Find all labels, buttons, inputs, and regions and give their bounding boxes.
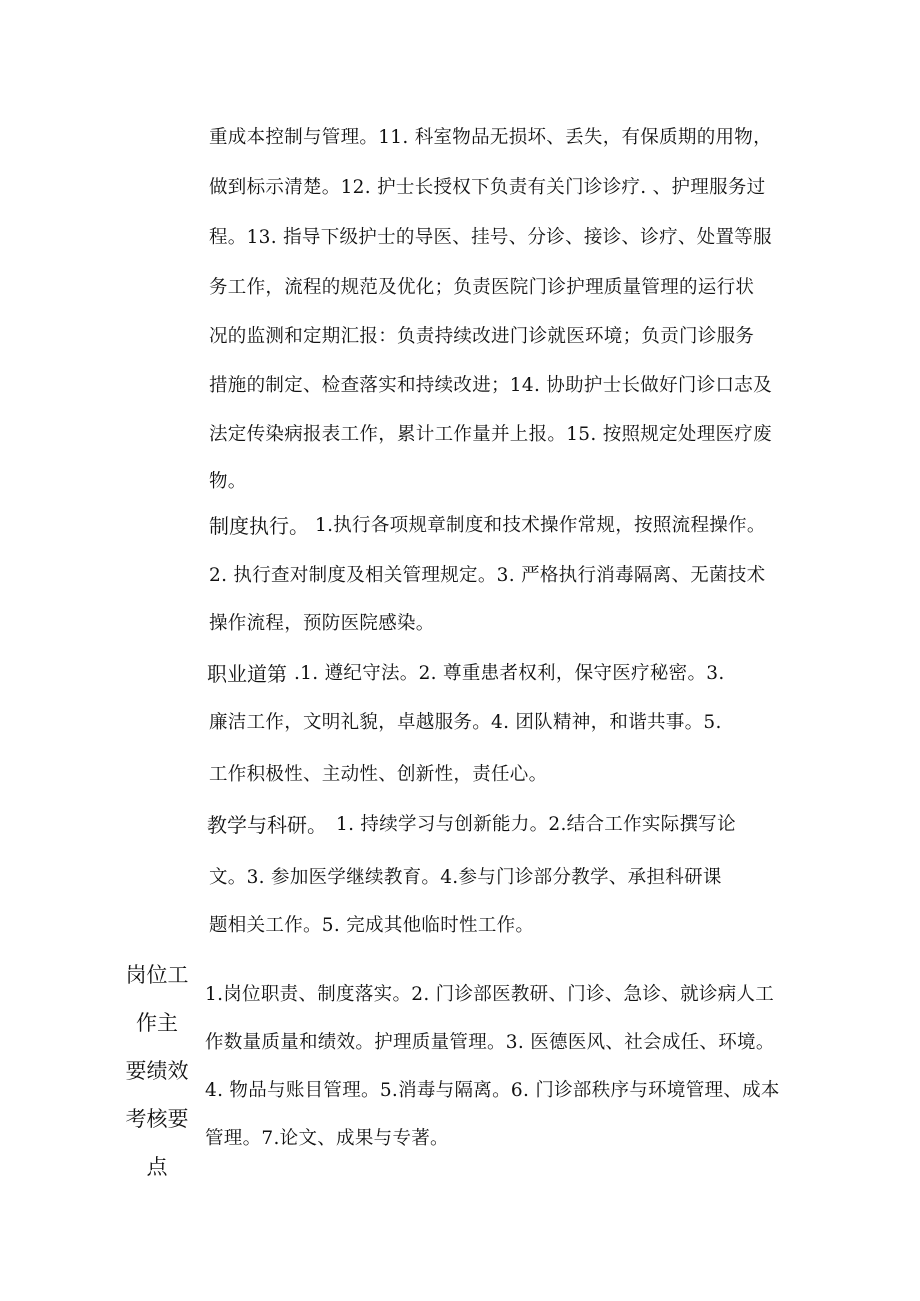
text-line: 措施的制定、检查落实和持续改进；14. 协助护士长做好门诊口志及 [209, 375, 772, 396]
text-line: .1. 遵纪守法。2. 尊重患者权利，保守医疗秘密。3. [294, 663, 725, 684]
text-line: 况的监测和定期汇报：负责持续改进门诊就医环境；负贡门诊服务 [209, 326, 755, 347]
text-line: 工作积极性、主动性、创新性，责任心。 [209, 764, 548, 785]
text-line: 程。13. 指导下级护士的导医、挂号、分诊、接诊、诊疗、处置等服 [209, 227, 772, 248]
text-line: 题相关工作。5. 完成其他临时性工作。 [209, 915, 535, 936]
text-line: 廉洁工作，文明礼貌，卓越服务。4. 团队精神，和谐共事。5. [209, 712, 722, 733]
text-line: 作数量质量和绩效。护理质量管理。3. 医德医风、社会成任、环境。 [205, 1032, 775, 1053]
text-line: 法定传染病报表工作，累计工作量并上报。15. 按照规定处理医疗废 [209, 424, 772, 445]
text-line: 2. 执行查对制度及相关管理规定。3. 严格执行消毒隔离、无菌技术 [209, 565, 766, 586]
text-line: 操作流程，预防医院感染。 [209, 613, 435, 634]
section-heading: 职业道第 [207, 662, 287, 686]
text-line: 物。 [209, 471, 247, 492]
text-line: 重成本控制与管理。11. 科室物品无损坏、丢失，有保质期的用物， [209, 127, 772, 148]
text-line: 4. 物品与账目管理。5.消毒与隔离。6. 门诊部秩序与环境管理、成本 [205, 1080, 780, 1101]
section-heading: 教学与科研。 [207, 813, 327, 837]
text-line: 1. 持续学习与创新能力。2.结合工作实际撰写论 [336, 814, 736, 835]
text-line: 文。3. 参加医学继续教育。4.参与门诊部分教学、承担科研课 [209, 867, 722, 888]
section-heading: 制度执行。 [209, 514, 309, 538]
label-line: 点 [146, 1155, 168, 1179]
text-line: 管理。7.论文、成果与专著。 [205, 1128, 449, 1149]
label-line: 岗位工 [125, 963, 189, 987]
text-line: 1.执行各项规章制度和技术操作常规，按照流程操作。 [315, 515, 766, 536]
label-line: 考核要 [125, 1107, 189, 1131]
text-line: 务工作，流程的规范及优化；负责医院门诊护理质量管理的运行状 [209, 277, 755, 298]
text-line: 做到标示清楚。12. 护士长授权下负责有关门诊诊疗. 、护理服务过 [209, 177, 766, 198]
text-line: 1.岗位职责、制度落实。2. 门诊部医教研、门诊、急诊、就诊病人工 [205, 984, 775, 1005]
label-line: 作主 [136, 1011, 178, 1035]
label-line: 要绩效 [125, 1059, 189, 1083]
